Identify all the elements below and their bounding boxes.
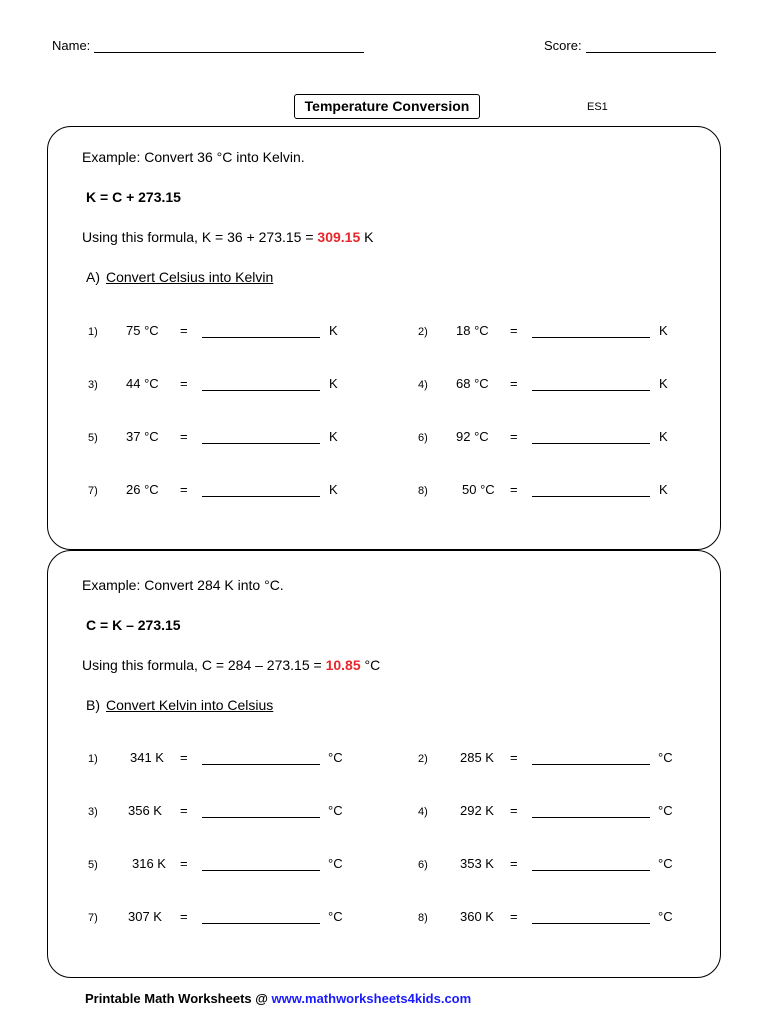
worksheet-code: ES1: [587, 101, 608, 113]
problem-value: 44 °C: [126, 376, 159, 391]
name-blank[interactable]: [94, 39, 364, 53]
section-a-letter: A): [86, 269, 100, 285]
problem-unit: K: [329, 429, 338, 444]
problem-value: 356 K: [128, 803, 162, 818]
problem-number: 4): [418, 806, 428, 818]
problem-value: 75 °C: [126, 323, 159, 338]
section-a-heading-title: Convert Celsius into Kelvin: [106, 269, 274, 285]
problem-number: 3): [88, 379, 98, 391]
answer-blank[interactable]: [532, 870, 650, 871]
problem-number: 4): [418, 379, 428, 391]
footer-link[interactable]: www.mathworksheets4kids.com: [271, 991, 472, 1006]
section-b-result: 10.85: [325, 657, 361, 673]
worksheet-title: Temperature Conversion: [294, 94, 480, 119]
section-b-letter: B): [86, 697, 100, 713]
equals-sign: =: [180, 429, 188, 444]
answer-blank[interactable]: [532, 443, 650, 444]
answer-blank[interactable]: [202, 817, 320, 818]
problem-value: 285 K: [460, 750, 494, 765]
problem-unit: °C: [328, 909, 343, 924]
problem-value: 26 °C: [126, 482, 159, 497]
problem-value: 292 K: [460, 803, 494, 818]
equals-sign: =: [180, 376, 188, 391]
equals-sign: =: [510, 376, 518, 391]
answer-blank[interactable]: [202, 870, 320, 871]
problem-unit: K: [659, 482, 668, 497]
problem-value: 360 K: [460, 909, 494, 924]
problem-unit: K: [659, 429, 668, 444]
problem-unit: °C: [328, 803, 343, 818]
problem-number: 1): [88, 326, 98, 338]
name-field[interactable]: [52, 38, 364, 53]
problem-number: 3): [88, 806, 98, 818]
problem-unit: °C: [328, 856, 343, 871]
footer-text: Printable Math Worksheets @: [85, 991, 272, 1006]
section-a-using-unit: K: [360, 229, 374, 245]
equals-sign: =: [510, 482, 518, 497]
problem-value: 68 °C: [456, 376, 489, 391]
problem-number: 6): [418, 432, 428, 444]
problem-unit: °C: [658, 750, 673, 765]
section-a-panel: [47, 126, 721, 550]
problem-number: 7): [88, 485, 98, 497]
problem-value: 92 °C: [456, 429, 489, 444]
equals-sign: =: [510, 323, 518, 338]
footer: [85, 991, 471, 1006]
section-a-example: Example: Convert 36 °C into Kelvin.: [82, 149, 305, 165]
equals-sign: =: [180, 482, 188, 497]
problem-value: 341 K: [130, 750, 164, 765]
equals-sign: =: [510, 856, 518, 871]
answer-blank[interactable]: [202, 764, 320, 765]
name-label: Name:: [52, 38, 91, 53]
section-a-formula: K = C + 273.15: [86, 189, 181, 205]
problem-unit: °C: [658, 803, 673, 818]
equals-sign: =: [180, 323, 188, 338]
problem-number: 8): [418, 912, 428, 924]
section-b-using-unit: °C: [360, 657, 381, 673]
problem-number: 2): [418, 753, 428, 765]
answer-blank[interactable]: [202, 496, 320, 497]
problem-unit: K: [329, 323, 338, 338]
section-a-using: [82, 229, 373, 245]
answer-blank[interactable]: [202, 443, 320, 444]
equals-sign: =: [510, 909, 518, 924]
section-b-heading-title: Convert Kelvin into Celsius: [106, 697, 274, 713]
problem-number: 1): [88, 753, 98, 765]
answer-blank[interactable]: [532, 337, 650, 338]
section-b-formula: C = K – 273.15: [86, 617, 181, 633]
section-b-using: [82, 657, 380, 673]
equals-sign: =: [180, 856, 188, 871]
problem-value: 316 K: [132, 856, 166, 871]
equals-sign: =: [180, 750, 188, 765]
answer-blank[interactable]: [202, 337, 320, 338]
problem-unit: °C: [658, 909, 673, 924]
problem-number: 2): [418, 326, 428, 338]
problem-number: 7): [88, 912, 98, 924]
answer-blank[interactable]: [202, 923, 320, 924]
answer-blank[interactable]: [532, 496, 650, 497]
problem-unit: °C: [328, 750, 343, 765]
score-label: Score:: [544, 38, 582, 53]
problem-value: 307 K: [128, 909, 162, 924]
problem-unit: K: [329, 482, 338, 497]
problem-unit: K: [659, 323, 668, 338]
equals-sign: =: [180, 803, 188, 818]
problem-number: 6): [418, 859, 428, 871]
problem-value: 18 °C: [456, 323, 489, 338]
section-b-panel: [47, 550, 721, 978]
section-a-heading: [86, 269, 273, 285]
answer-blank[interactable]: [532, 764, 650, 765]
equals-sign: =: [510, 750, 518, 765]
problem-value: 50 °C: [462, 482, 495, 497]
score-blank[interactable]: [586, 39, 716, 53]
problem-number: 8): [418, 485, 428, 497]
problem-unit: K: [329, 376, 338, 391]
section-b-example: Example: Convert 284 K into °C.: [82, 577, 284, 593]
section-b-using-prefix: Using this formula, C = 284 – 273.15 =: [82, 657, 326, 673]
answer-blank[interactable]: [532, 390, 650, 391]
problem-value: 353 K: [460, 856, 494, 871]
problem-number: 5): [88, 859, 98, 871]
score-field[interactable]: [544, 38, 716, 53]
problem-unit: K: [659, 376, 668, 391]
answer-blank[interactable]: [532, 923, 650, 924]
equals-sign: =: [180, 909, 188, 924]
section-a-result: 309.15: [317, 229, 361, 245]
equals-sign: =: [510, 429, 518, 444]
section-b-heading: [86, 697, 273, 713]
problem-value: 37 °C: [126, 429, 159, 444]
section-a-using-prefix: Using this formula, K = 36 + 273.15 =: [82, 229, 318, 245]
problem-unit: °C: [658, 856, 673, 871]
problem-number: 5): [88, 432, 98, 444]
answer-blank[interactable]: [532, 817, 650, 818]
answer-blank[interactable]: [202, 390, 320, 391]
equals-sign: =: [510, 803, 518, 818]
